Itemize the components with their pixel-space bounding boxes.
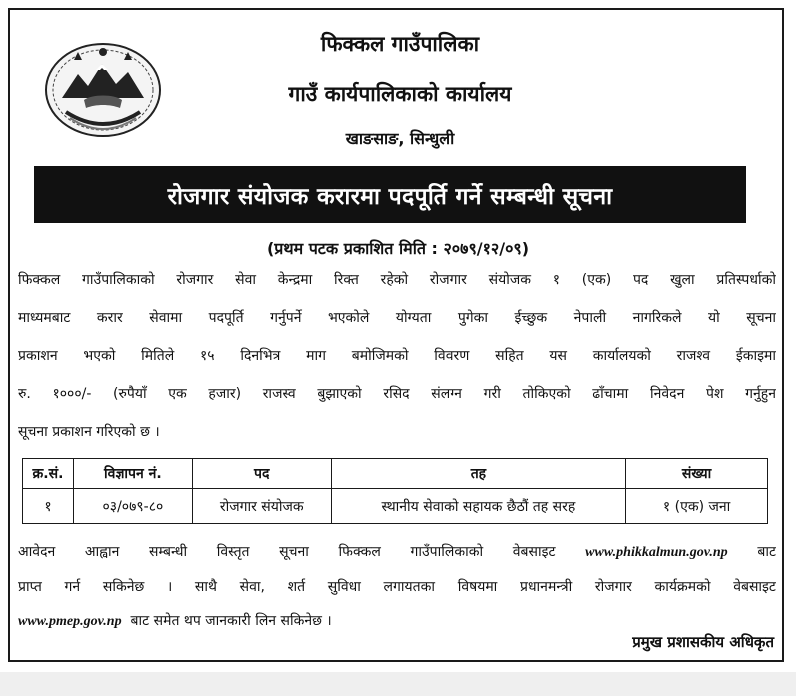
notice-title: रोजगार संयोजक करारमा पदपूर्ति गर्ने सम्बन्धी सूचना [167,183,613,210]
vacancy-table [22,458,768,524]
column-header-quantity: संख्या [626,459,768,489]
footer-line: प्राप्त गर्न सकिनेछ । साथै सेवा, शर्त सुविधा लगायतका विषयमा प्रधानमन्त्री रोजगार कार्यक्रमको वेबसाइट [18,579,776,595]
nepal-emblem-icon [44,40,162,140]
cell-quantity: १ (एक) जना [626,489,768,524]
municipality-name: फिक्कल गाउँपालिका [320,32,480,56]
column-header-ad-number: विज्ञापन नं. [73,459,192,489]
pmep-website-link[interactable]: www.pmep.gov.np [18,614,122,629]
cell-post: रोजगार संयोजक [192,489,331,524]
column-header-level: तह [331,459,626,489]
notice-title-banner [34,166,746,223]
cell-level: स्थानीय सेवाको सहायक छैठौं तह सरह [331,489,626,524]
body-line: प्रकाशन भएको मितिले १५ दिनभित्र माग बमोजिमको विवरण सहित यस कार्यालयको राजश्व ईकाइमा [18,348,776,364]
page-bottom-strip [0,672,796,696]
body-line: सूचना प्रकाशन गरिएको छ । [18,424,160,440]
column-header-serial: क्र.सं. [23,459,74,489]
table-header-row [23,459,768,489]
footer-text: आवेदन आह्वान सम्बन्धी विस्तृत सूचना फिक्कल गाउँपालिकाको वेबसाइट [18,544,556,560]
signature: प्रमुख प्रशासकीय अधिकृत [632,633,774,651]
footer-line [18,542,776,561]
footer-text: बाट समेत थप जानकारी लिन सकिनेछ । [130,613,332,629]
cell-ad-number: ०३/०७९-८० [73,489,192,524]
municipality-website-link[interactable]: www.phikkalmun.gov.np [585,545,728,560]
office-name: गाउँ कार्यपालिकाको कार्यालय [288,82,512,106]
body-line: रु. १०००/- (रुपैयाँ एक हजार) राजस्व बुझाएको रसिद संलग्न गरी तोकिएको ढाँचामा निवेदन पेश गर्नुहुन [18,386,776,402]
body-line: फिक्कल गाउँपालिकाको रोजगार सेवा केन्द्रमा रिक्त रहेको रोजगार संयोजक १ (एक) पद खुला प्रतिस्पर्धाको [18,272,776,288]
footer-text: बाट [757,544,776,560]
table-row [23,489,768,524]
cell-serial: १ [23,489,74,524]
footer-line [18,611,776,630]
publication-date: (प्रथम पटक प्रकाशित मिति : २०७९/१२/०९) [266,239,530,258]
column-header-post: पद [192,459,331,489]
office-address: खाङसाङ, सिन्धुली [345,129,455,148]
body-line: माध्यमबाट करार सेवामा पदपूर्ति गर्नुपर्ने भएकोले योग्यता पुगेका ईच्छुक नेपाली नागरिकले यो सूचना [18,310,776,326]
